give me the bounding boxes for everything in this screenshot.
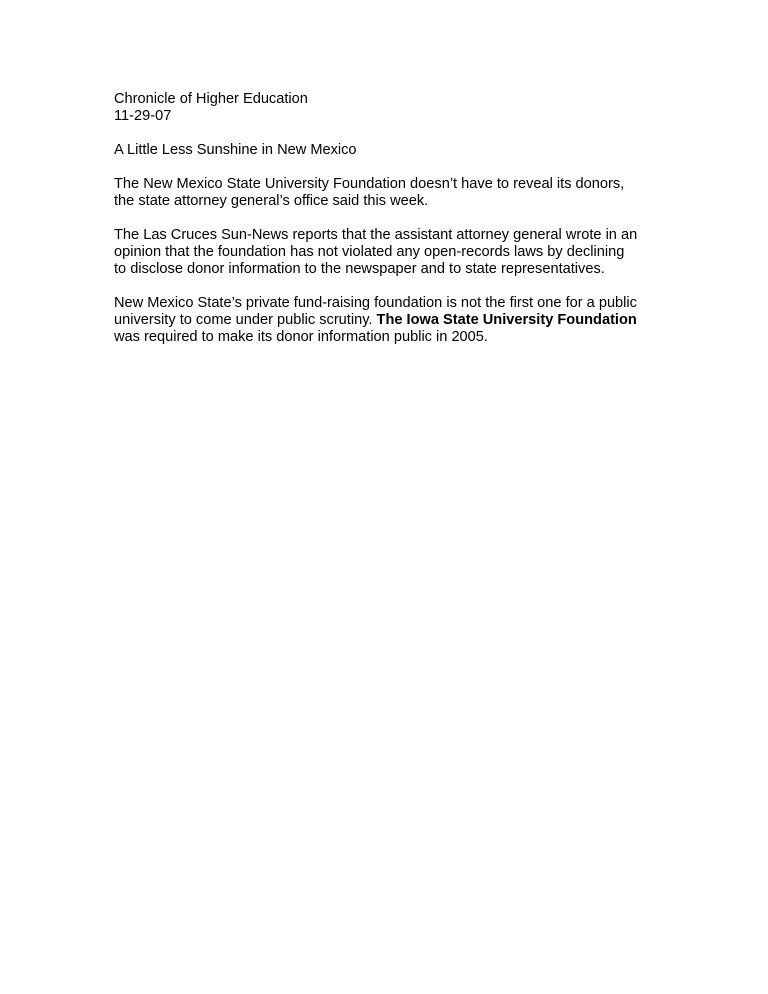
document-page xyxy=(114,91,674,346)
paragraph-line-mixed xyxy=(114,312,674,329)
paragraph-line: opinion that the foundation has not violated any open-records laws by declining xyxy=(114,244,625,260)
paragraph-line: The New Mexico State University Foundation doesn’t have to reveal its donors, xyxy=(114,176,625,192)
paragraph-line: The Las Cruces Sun-News reports that the assistant attorney general wrote in an xyxy=(114,227,638,243)
paragraph-2 xyxy=(114,227,674,278)
publication-date: 11-29-07 xyxy=(114,108,172,124)
paragraph-line: to disclose donor information to the newspaper and to state representatives. xyxy=(114,261,605,277)
paragraph-line: the state attorney general’s office said this week. xyxy=(114,193,429,209)
document-header xyxy=(114,91,674,125)
headline-text: A Little Less Sunshine in New Mexico xyxy=(114,142,357,158)
source-name: Chronicle of Higher Education xyxy=(114,91,308,107)
bold-organization-name: The Iowa State University Foundation xyxy=(376,312,637,328)
paragraph-line: was required to make its donor information public in 2005. xyxy=(114,329,488,345)
paragraph-3 xyxy=(114,295,674,346)
paragraph-text: university to come under public scrutiny. xyxy=(114,312,377,328)
paragraph-line: New Mexico State’s private fund-raising foundation is not the first one for a public xyxy=(114,295,637,311)
headline xyxy=(114,142,674,159)
paragraph-1 xyxy=(114,176,674,210)
